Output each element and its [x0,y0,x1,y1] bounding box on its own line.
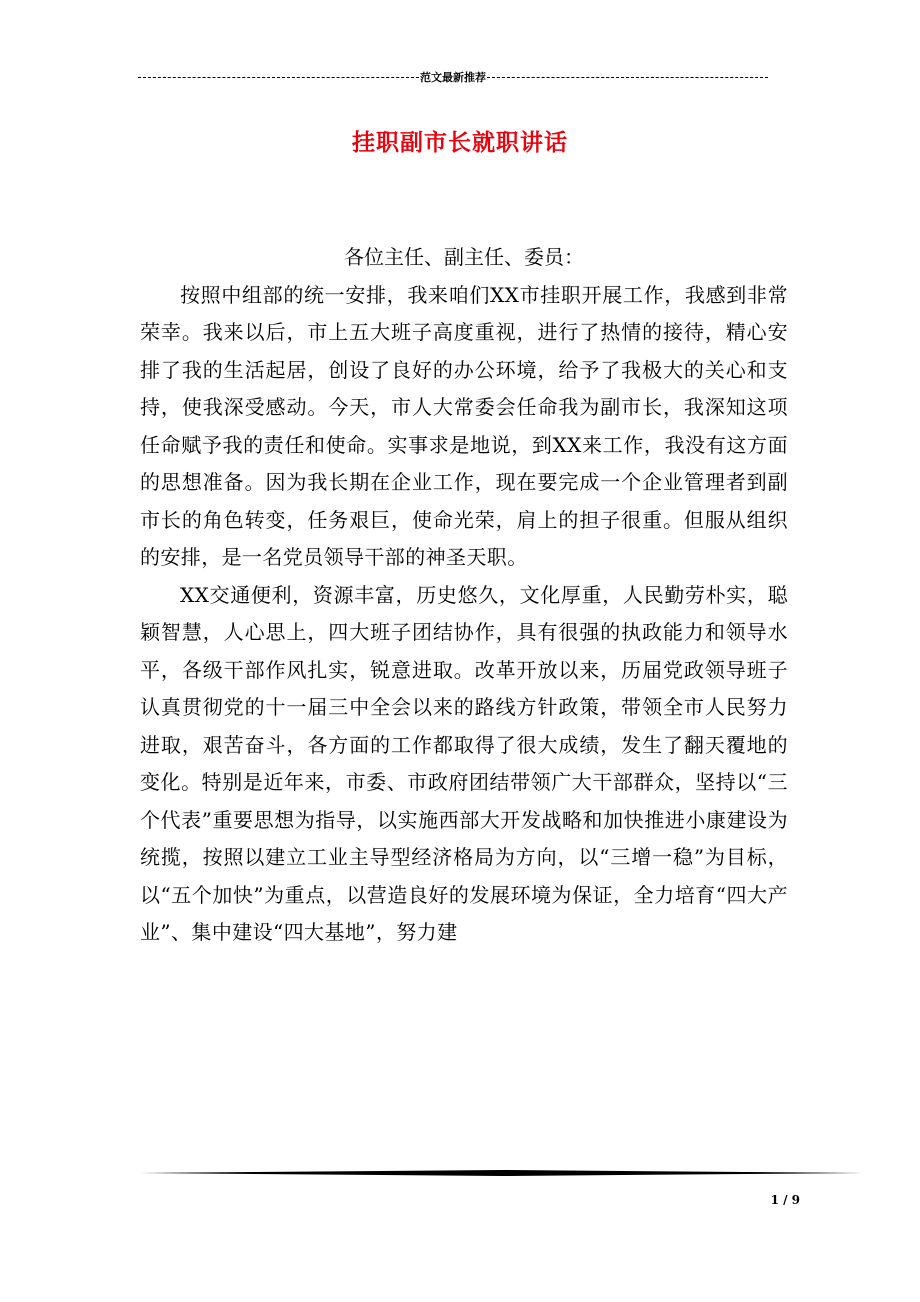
paragraph: XX交通便利，资源丰富，历史悠久，文化厚重，人民勤劳朴实，聪颖智慧，人心思上，四大班子团结协作，具有很强的执政能力和领导水平，各级干部作风扎实，锐意进取。改革开放以来，历届党政领导班子认真贯彻党的十一届三中全会以来的路线方针政策，带领全市人民努力进取，艰苦奋斗，各方面的工作都取得了很大成绩，发生了翻天覆地的变化。特别是近年来，市委、市政府团结带领广大干部群众，坚持以“三个代表”重要思想为指导，以实施西部大开发战略和加快推进小康建设为统揽，按照以建立工业主导型经济格局为方向，以“三增一稳”为目标，以“五个加快”为重点，以营造良好的发展环境为保证，全力培育“四大产业”、集中建设“四大基地”，努力建 [140,582,788,944]
paragraph: 按照中组部的统一安排，我来咱们XX市挂职开展工作，我感到非常荣幸。我来以后，市上五大班子高度重视，进行了热情的接待，精心安排了我的生活起居，创设了良好的办公环境，给予了我极大的关心和支持，使我深受感动。今天，市人大常委会任命我为副市长，我深知这项任命赋予我的责任和使命。实事求是地说，到XX来工作，我没有这方面的思想准备。因为我长期在企业工作，现在要完成一个企业管理者到副市长的角色转变，任务艰巨，使命光荣，肩上的担子很重。但服从组织的安排，是一名党员领导干部的神圣天职。 [140,282,788,569]
header-label: 范文最新推荐 [420,71,486,84]
salutation: 各位主任、副主任、委员： [344,245,584,269]
header-dash-right [487,77,768,78]
header-dash-left [138,77,419,78]
page-number: 1 / 9 [770,1193,800,1207]
page-header [138,70,768,84]
footer-divider [140,1169,864,1177]
document-body [140,239,788,952]
document-title: 挂职副市长就职讲话 [352,129,568,156]
